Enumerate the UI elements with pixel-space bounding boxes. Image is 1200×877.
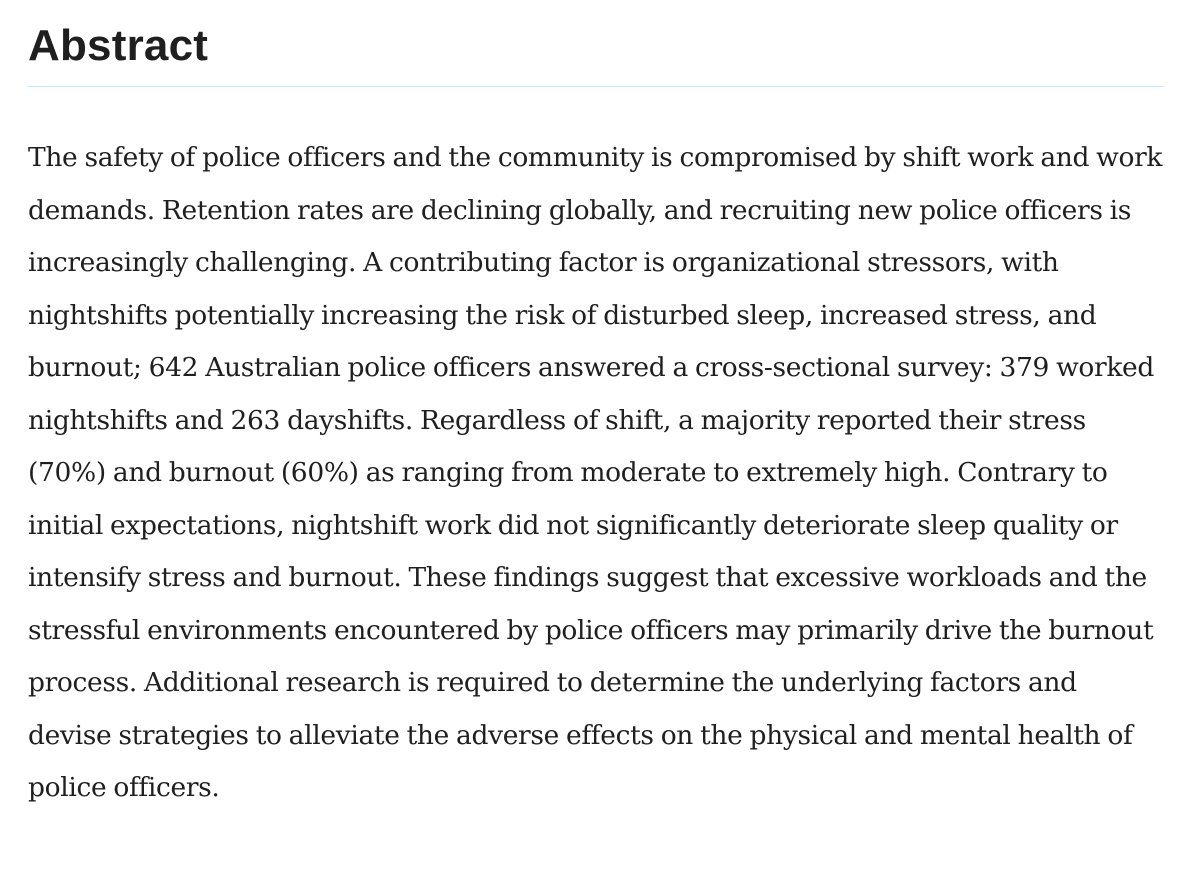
abstract-section xyxy=(28,18,1164,815)
heading-divider xyxy=(28,86,1164,87)
abstract-heading: Abstract xyxy=(28,21,209,70)
abstract-paragraph: The safety of police officers and the community is compromised by shift work and work demands. Retention rates are declining globally, and recruiting new police officers is increasingly challenging. A contributing factor is organizational stressors, with nightshifts potentially increasing the risk of disturbed sleep, increased stress, and burnout; 642 Australian police officers answered a cross-sectional survey: 379 worked nightshifts and 263 dayshifts. Regardless of shift, a majority reported their stress (70%) and burnout (60%) as ranging from moderate to extremely high. Contrary to initial expectations, nightshift work did not significantly deteriorate sleep quality or intensify stress and burnout. These findings suggest that excessive workloads and the stressful environments encountered by police officers may primarily drive the burnout process. Additional research is required to determine the underlying factors and devise strategies to alleviate the adverse effects on the physical and mental health of police officers. xyxy=(28,142,1163,803)
